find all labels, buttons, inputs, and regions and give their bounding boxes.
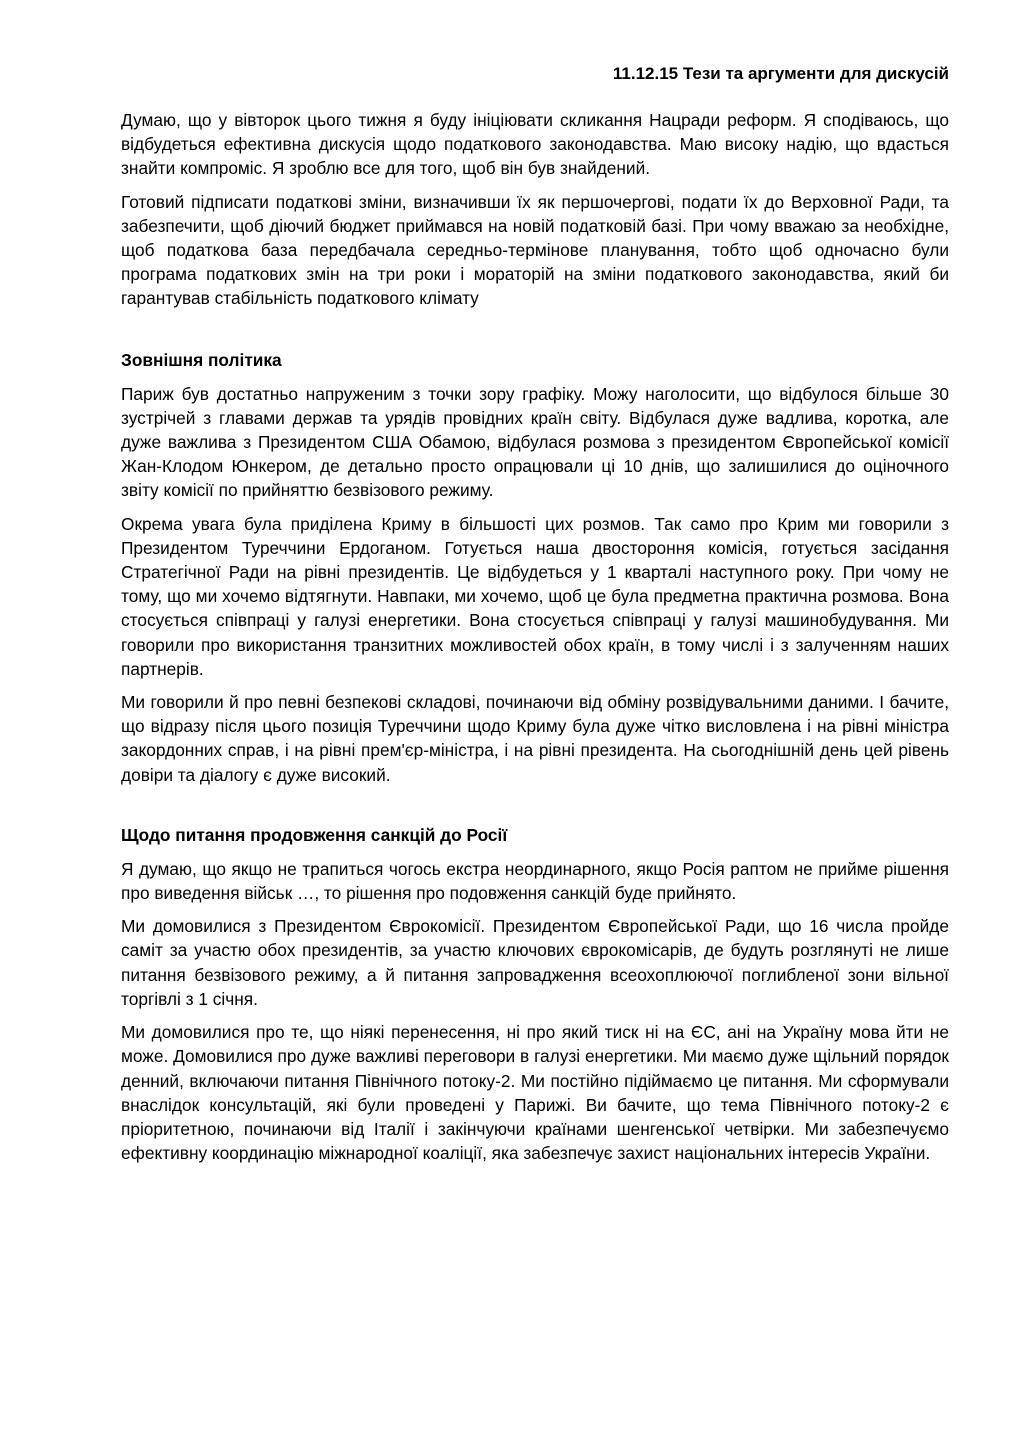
paragraph: Окрема увага була приділена Криму в більшості цих розмов. Так само про Крим ми говорили з Президентом Туреччини Ердоганом. Готується наша двостороння комісія, готується засідання Стратегічної Ради на рівні президентів. Це відбудеться у 1 кварталі наступного року. При чому не тому, що ми хочемо відтягнути. Навпаки, ми хочемо, щоб це була предметна практична розмова. Вона стосується співпраці у галузі енергетики. Вона стосується співпраці у галузі машинобудування. Ми говорили про використання транзитних можливостей обох країн, в тому числі і з залученням наших партнерів. bbox=[121, 513, 949, 679]
section-heading: Щодо питання продовження санкцій до Росії bbox=[121, 824, 508, 845]
sanctions-section bbox=[121, 823, 949, 1165]
section-heading: Зовнішня політика bbox=[121, 349, 282, 370]
paragraph: Париж був достатньо напруженим з точки зору графіку. Можу наголосити, що відбулося більше 30 зустрічей з главами держав та урядів провідних країн світу. Відбулася дуже вадлива, коротка, але дуже важлива з Президентом США Обамою, відбулася розмова з президентом Європейської комісії Жан-Клодом Юнкером, де детально просто опрацювали ці 10 днів, що залишилися до оціночного звіту комісії по прийняттю безвізового режиму. bbox=[121, 383, 949, 501]
intro-section bbox=[121, 108, 949, 311]
paragraph: Думаю, що у вівторок цього тижня я буду ініціювати скликання Нацради реформ. Я сподіваюсь, що відбудеться ефективна дискусія щодо податкового законодавства. Маю високу надію, що вдасться знайти компроміс. Я зроблю все для того, щоб він був знайдений. bbox=[121, 110, 949, 179]
foreign-policy-section bbox=[121, 348, 949, 787]
paragraph: Ми домовилися про те, що ніякі перенесення, ні про який тиск ні на ЄС, ані на Україну мова йти не може. Домовилися про дуже важливі переговори в галузі енергетики. Ми маємо дуже щільний порядок денний, включаючи питання Північного потоку-2. Ми постійно підіймаємо це питання. Ми сформували внаслідок консультацій, які були проведені у Парижі. Ви бачите, що тема Північного потоку-2 є пріоритетною, починаючи від Італії і закінчуючи країнами шенгенської четвірки. Ми забезпечуємо ефективну координацію міжнародної коаліції, яка забезпечує захист національних інтересів України. bbox=[121, 1022, 949, 1164]
document-title: 11.12.15 Тези та аргументи для дискусій bbox=[612, 64, 949, 83]
document-page bbox=[121, 62, 949, 1174]
paragraph: Готовий підписати податкові зміни, визначивши їх як першочергові, подати їх до Верховної Ради, та забезпечити, щоб діючий бюджет приймався на новій податковій базі. При чому вважаю за необхідне, щоб податкова база передбачала середньо-термінове планування, тобто щоб одночасно були програма податкових змін на три роки і мораторій на зміни податкового законодавства, який би гарантував стабільність податкового клімату bbox=[121, 191, 949, 309]
paragraph: Я думаю, що якщо не трапиться чогось екстра неординарного, якщо Росія раптом не прийме рішення про виведення військ …, то рішення про подовження санкцій буде прийнято. bbox=[121, 858, 949, 904]
paragraph: Ми домовилися з Президентом Єврокомісії. Президентом Європейської Ради, що 16 числа пройде саміт за участю обох президентів, за участю ключових єврокомісарів, де будуть розглянуті не лише питання безвізового режиму, а й питання запровадження всеохоплюючої поглибленої зони вільної торгівлі з 1 січня. bbox=[121, 916, 949, 1009]
paragraph: Ми говорили й про певні безпекові складові, починаючи від обміну розвідувальними даними. І бачите, що відразу після цього позиція Туреччини щодо Криму була дуже чітко висловлена і на рівні міністра закордонних справ, і на рівні прем'єр-міністра, і на рівні президента. На сьогоднішній день цей рівень довіри та діалогу є дуже високий. bbox=[121, 692, 949, 785]
